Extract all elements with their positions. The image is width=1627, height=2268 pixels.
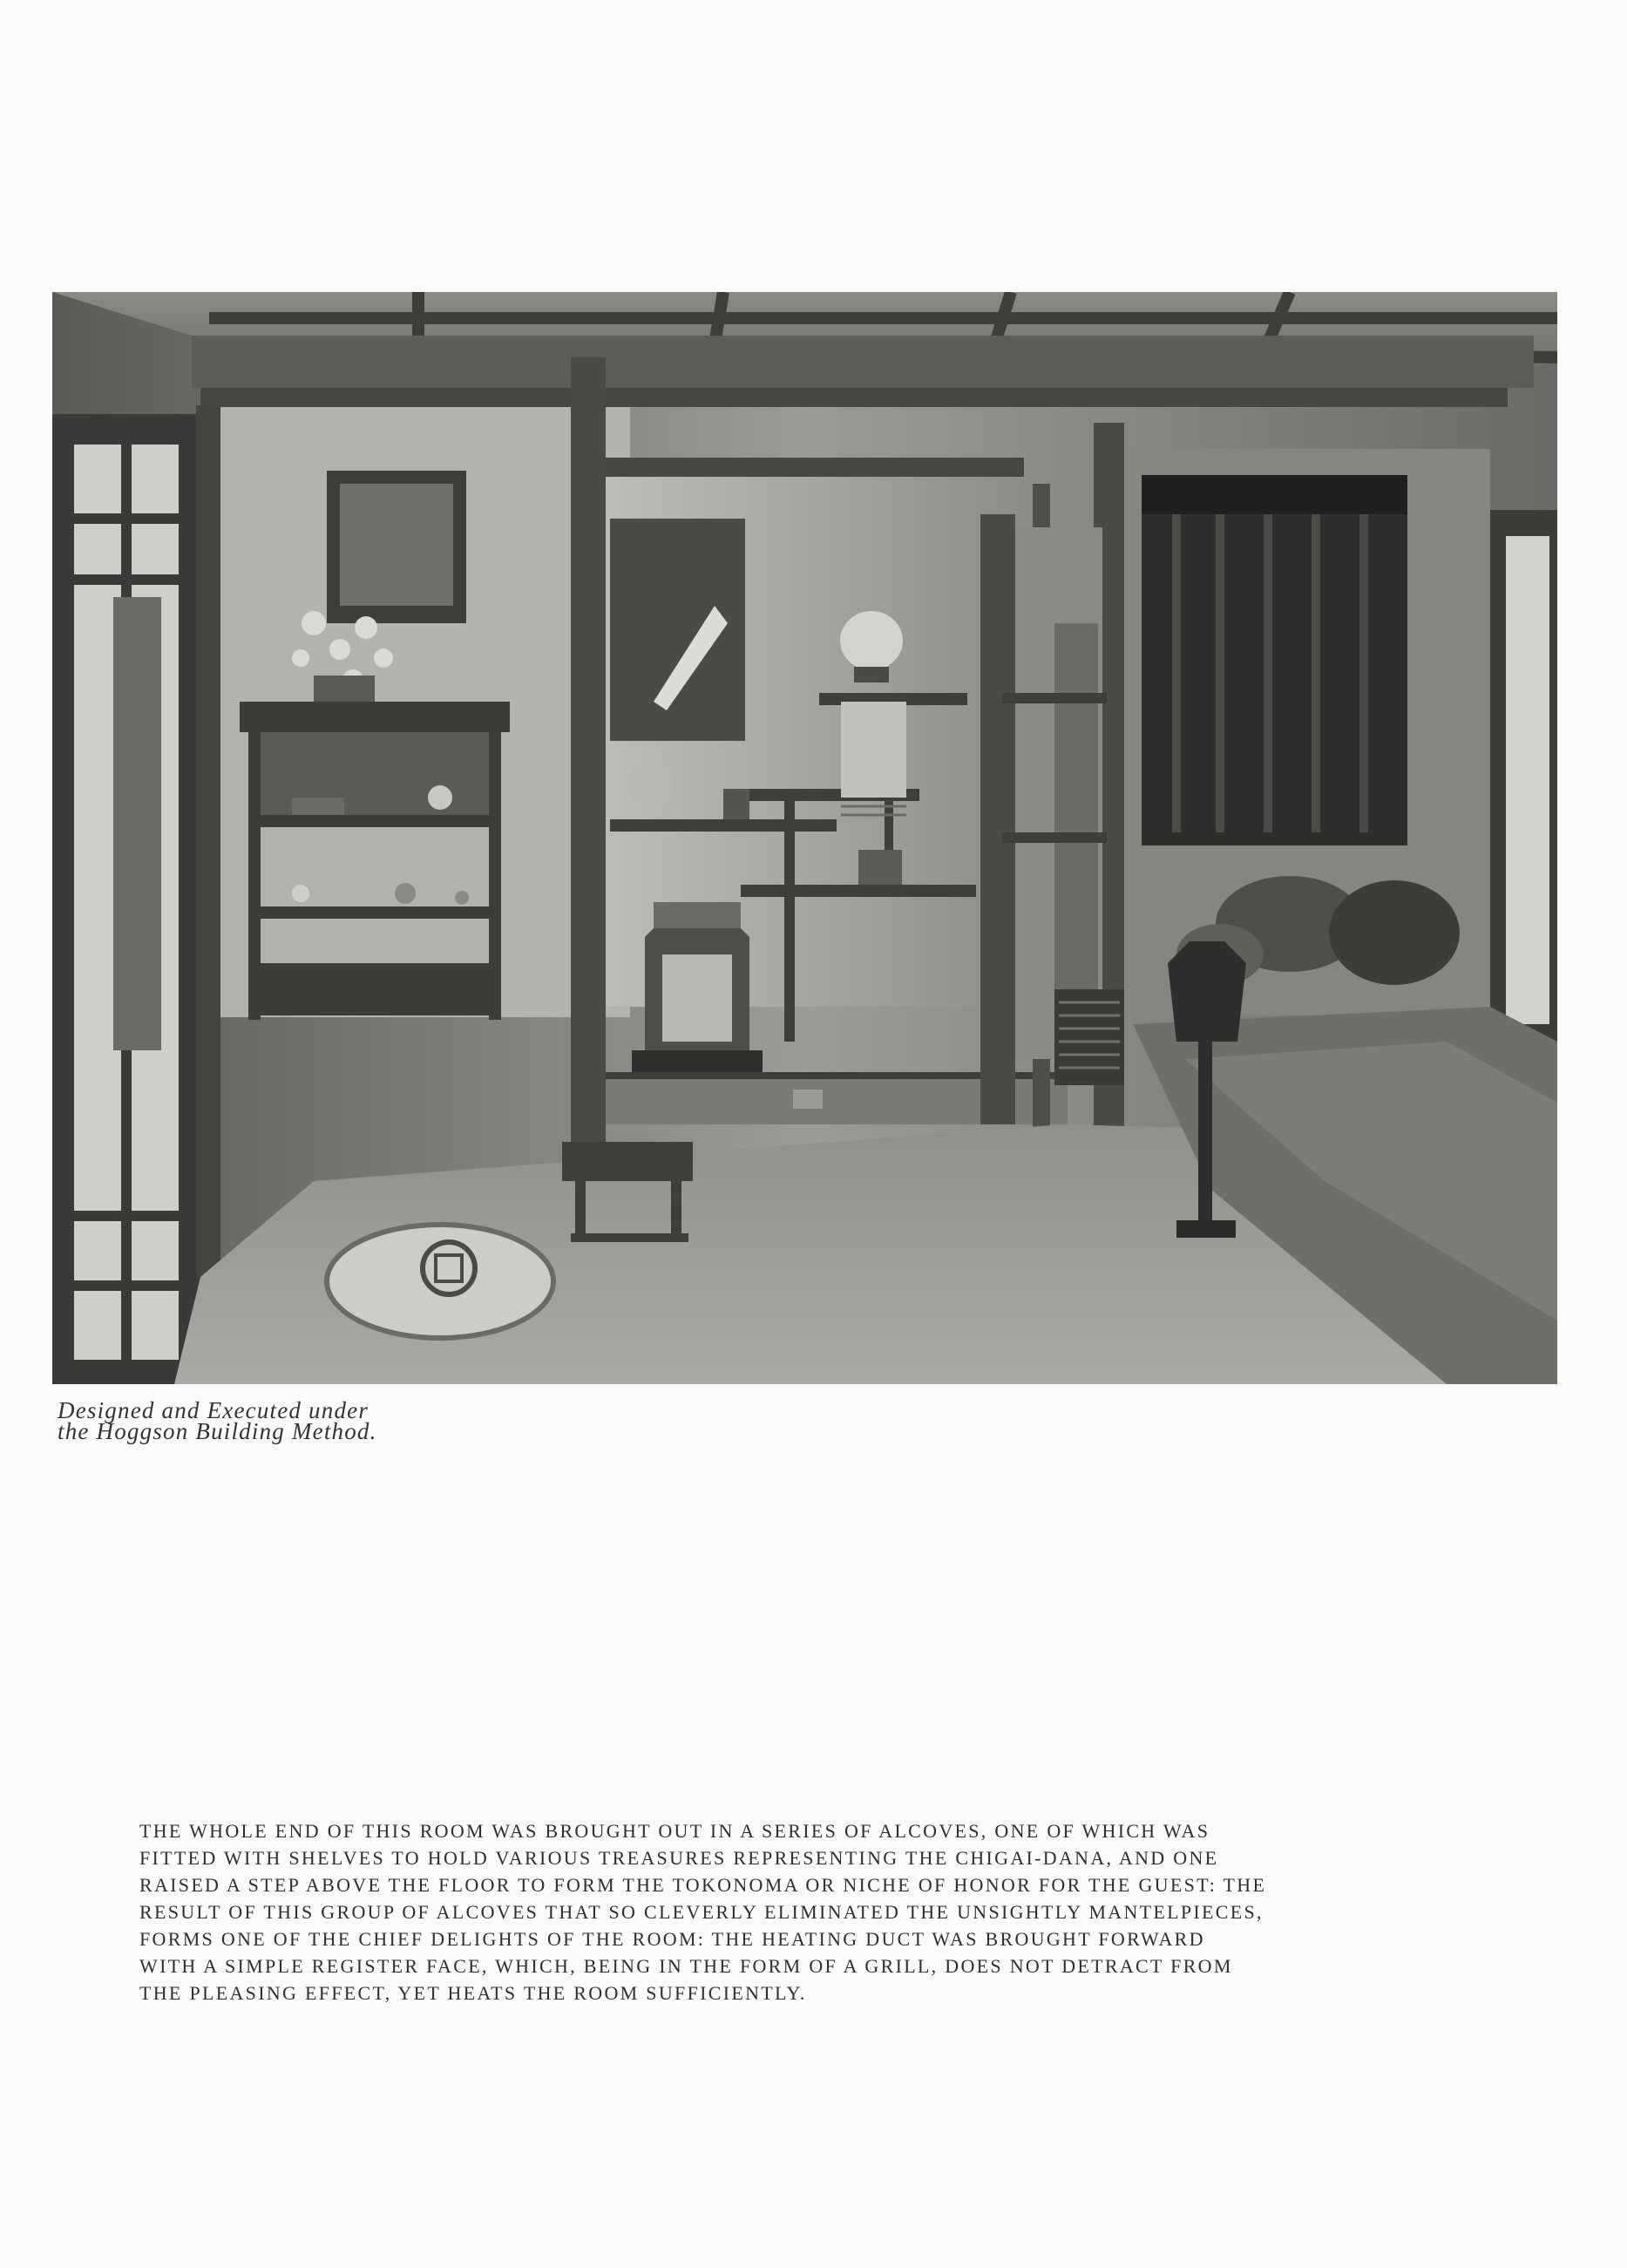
paragraph-line: RAISED A STEP ABOVE THE FLOOR TO FORM THE TOKONOMA OR NICHE OF HONOR FOR THE GUEST: THE	[139, 1874, 1267, 1896]
paragraph-line: THE WHOLE END OF THIS ROOM WAS BROUGHT OUT IN A SERIES OF ALCOVES, ONE OF WHICH WAS	[139, 1820, 1210, 1842]
paragraph-line: FORMS ONE OF THE CHIEF DELIGHTS OF THE ROOM: THE HEATING DUCT WAS BROUGHT FORWARD	[139, 1928, 1205, 1950]
room-photograph	[52, 292, 1557, 1384]
caption-line-2: the Hoggson Building Method.	[58, 1418, 377, 1444]
caption-line-1: Designed and Executed under	[58, 1397, 369, 1423]
paragraph-line: THE PLEASING EFFECT, YET HEATS THE ROOM SUFFICIENTLY.	[139, 1982, 807, 2004]
paragraph-line: RESULT OF THIS GROUP OF ALCOVES THAT SO CLEVERLY ELIMINATED THE UNSIGHTLY MANTELPIECES,	[139, 1901, 1264, 1923]
description-paragraph	[139, 1817, 1486, 2007]
room-photograph-drawing	[52, 292, 1557, 1384]
paragraph-line: WITH A SIMPLE REGISTER FACE, WHICH, BEING IN THE FORM OF A GRILL, DOES NOT DETRACT FROM	[139, 1955, 1233, 1977]
photo-caption	[58, 1397, 511, 1444]
paragraph-line: FITTED WITH SHELVES TO HOLD VARIOUS TREASURES REPRESENTING THE CHIGAI-DANA, AND ONE	[139, 1847, 1219, 1869]
